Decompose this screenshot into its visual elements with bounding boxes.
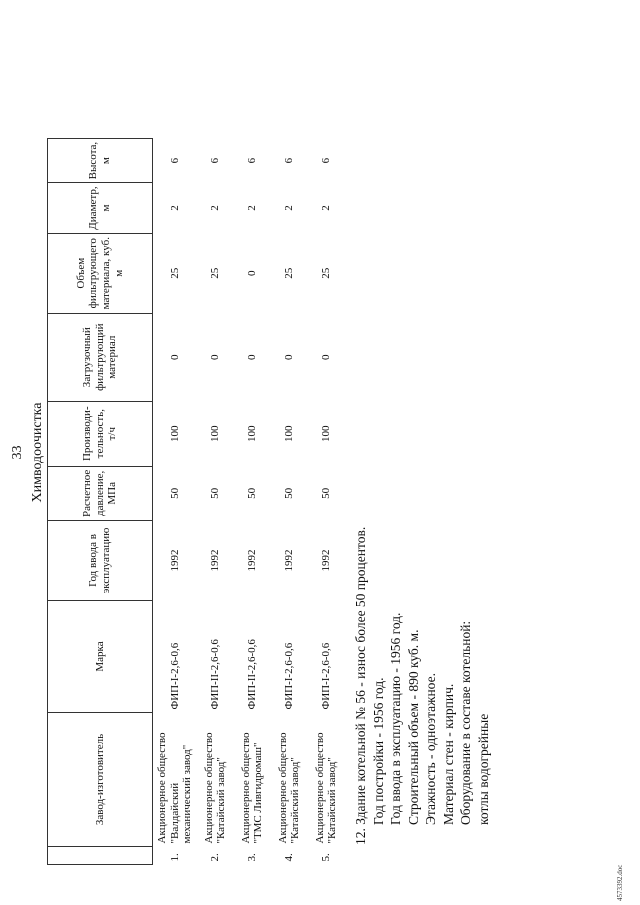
row-number: 4. — [283, 853, 296, 862]
header-cell: Завод-изготовитель — [48, 713, 153, 847]
volume-cell: 25 — [283, 267, 296, 279]
header-cell: Диаметр, м — [48, 183, 153, 233]
material-cell: 0 — [168, 354, 181, 360]
manufacturer-cell: Акционерное общество "Катайский завод" — [313, 732, 339, 844]
note-line: Этажность - одноэтажное. — [423, 673, 438, 825]
table-row — [153, 138, 197, 864]
pressure-cell: 50 — [246, 487, 259, 499]
row-number: 5. — [320, 853, 333, 862]
header-cell — [48, 847, 153, 865]
table-row — [271, 138, 308, 864]
height-cell: 6 — [209, 157, 222, 164]
diameter-cell: 2 — [320, 205, 333, 211]
material-cell: 0 — [209, 354, 222, 360]
table-row — [197, 138, 234, 864]
document-id: 4573392.doc — [616, 864, 624, 901]
height-cell: 6 — [320, 157, 333, 164]
table-row — [308, 138, 345, 864]
page-number: 33 — [10, 445, 25, 460]
pressure-cell: 50 — [283, 487, 296, 499]
notes-block — [352, 145, 492, 845]
capacity-cell: 100 — [320, 425, 333, 442]
year-cell: 1992 — [283, 549, 296, 572]
note-line: Оборудование в составе котельной: — [458, 620, 473, 825]
manufacturer-cell: Акционерное общество "Валдайский механический завод" — [156, 732, 194, 844]
note-line: Строительный объем - 890 куб. м. — [405, 629, 421, 825]
note-line: Год постройки - 1956 год. — [370, 677, 386, 825]
year-cell: 1992 — [209, 549, 222, 572]
note-line: Год ввода в эксплуатацию - 1956 год. — [388, 612, 403, 825]
table-row — [234, 138, 271, 864]
table-header-row — [48, 138, 153, 864]
diameter-cell: 2 — [283, 205, 296, 211]
pressure-cell: 50 — [320, 487, 333, 499]
volume-cell: 0 — [246, 270, 259, 276]
manufacturer-cell: Акционерное общество "Катайский завод" — [202, 732, 228, 844]
capacity-cell: 100 — [168, 425, 181, 442]
header-cell: Марка — [48, 601, 153, 713]
material-cell: 0 — [320, 354, 333, 360]
diameter-cell: 2 — [209, 205, 222, 211]
pressure-cell: 50 — [209, 487, 222, 499]
diameter-cell: 2 — [246, 205, 259, 211]
grade-cell: ФИП-I-2,6-0,6 — [320, 642, 333, 710]
header-cell: Высота, м — [48, 138, 153, 183]
manufacturer-cell: Акционерное общество "ТМС Ливгидромаш" — [239, 732, 265, 844]
header-cell: Расчетное давление, МПа — [48, 466, 153, 520]
height-cell: 6 — [246, 157, 259, 164]
volume-cell: 25 — [168, 267, 181, 279]
row-number: 2. — [209, 853, 222, 862]
grade-cell: ФИП-II-2,6-0,6 — [246, 639, 259, 710]
note-line: 12. Здание котельной № 56 - износ более 50 процентов. — [353, 526, 368, 845]
material-cell: 0 — [283, 354, 296, 360]
header-cell: Объем фильтрующего материала, куб. м — [48, 233, 153, 313]
section-title: Химводоочистка — [30, 402, 45, 503]
manufacturer-cell: Акционерное общество "Катайский завод" — [276, 732, 302, 844]
note-line: котлы водогрейные — [475, 713, 491, 825]
height-cell: 6 — [283, 157, 296, 164]
year-cell: 1992 — [246, 549, 259, 572]
grade-cell: ФИП-I-2,6-0,6 — [283, 642, 296, 710]
diameter-cell: 2 — [168, 205, 181, 211]
header-cell: Производи-тельность, т/ч — [48, 401, 153, 466]
grade-cell: ФИП-I-2,6-0,6 — [168, 642, 181, 710]
header-cell: Год ввода в эксплуатацию — [48, 521, 153, 601]
year-cell: 1992 — [168, 549, 181, 572]
height-cell: 6 — [168, 157, 181, 164]
capacity-cell: 100 — [246, 425, 259, 442]
capacity-cell: 100 — [283, 425, 296, 442]
equipment-table — [47, 138, 345, 865]
header-cell: Загрузочный фильтрующий материал — [48, 313, 153, 401]
grade-cell: ФИП-II-2,6-0,6 — [209, 639, 222, 710]
pressure-cell: 50 — [168, 487, 181, 499]
row-number: 3. — [246, 853, 259, 862]
note-line: Материал стен - кирпич. — [440, 683, 456, 825]
volume-cell: 25 — [320, 267, 333, 279]
volume-cell: 25 — [209, 267, 222, 279]
capacity-cell: 100 — [209, 425, 222, 442]
year-cell: 1992 — [320, 549, 333, 572]
material-cell: 0 — [246, 354, 259, 360]
row-number: 1. — [168, 853, 181, 862]
